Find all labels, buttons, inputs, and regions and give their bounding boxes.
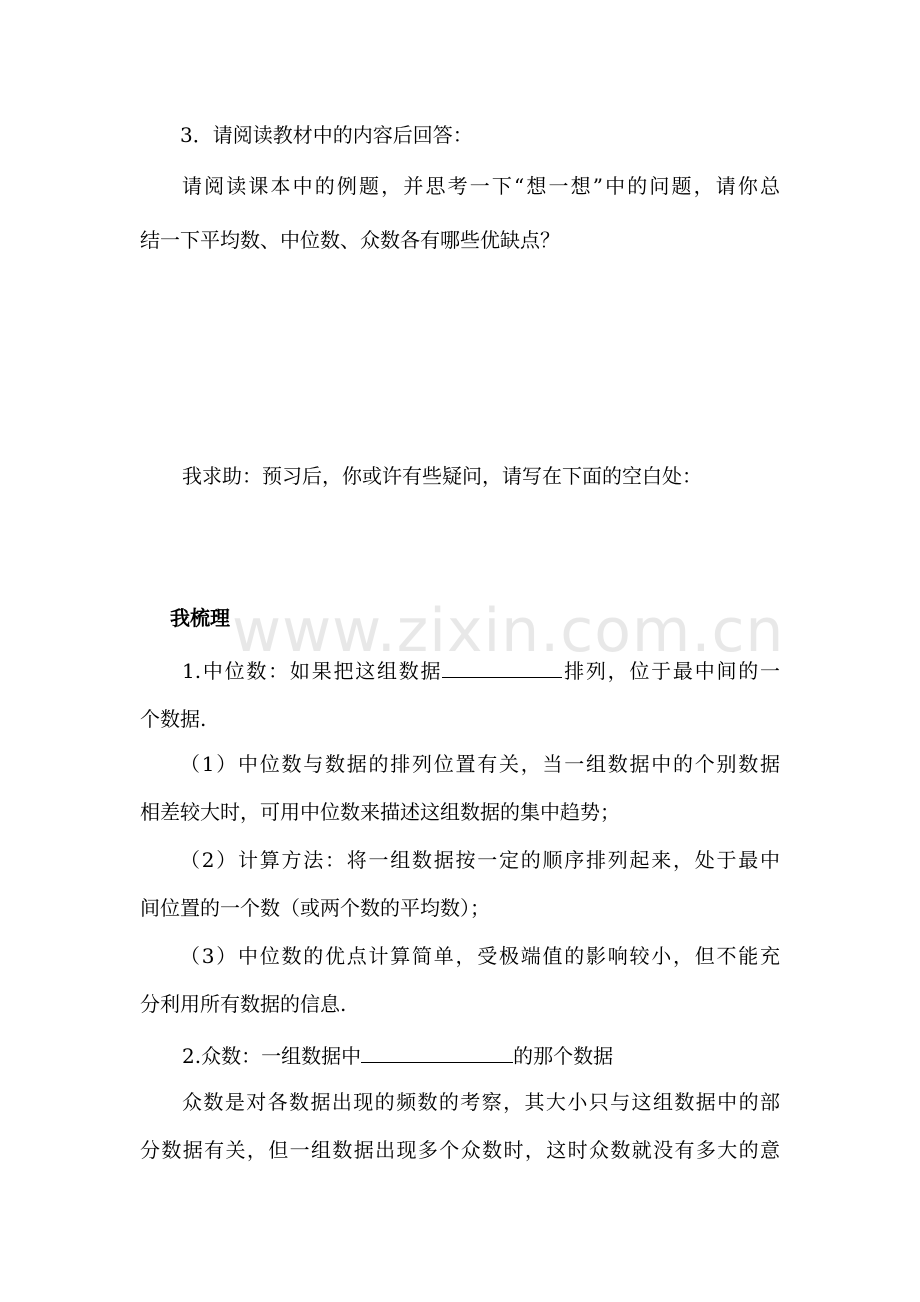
question-3-heading: 3．请阅读教材中的内容后回答：: [180, 123, 473, 147]
mode-paragraph-line-1: 众数是对各数据出现的频数的考察，其大小只与这组数据中的部: [182, 1090, 780, 1114]
median-definition-line-2: 个数据.: [140, 707, 207, 731]
mode-definition-line: [182, 1042, 822, 1068]
mode-fill-blank[interactable]: [361, 1042, 513, 1063]
mode-definition-text: 2.众数：一组数据中: [182, 1044, 362, 1068]
median-definition-line-1: [182, 657, 780, 683]
median-point-2-line-2: 间位置的一个数（或两个数的平均数）；: [140, 896, 490, 920]
mode-paragraph-line-2: 分数据有关，但一组数据出现多个众数时，这时众数就没有多大的意: [140, 1138, 780, 1162]
median-fill-blank[interactable]: [442, 657, 562, 678]
question-3-line-1: 请阅读课本中的例题，并思考一下“想一想”中的问题，请你总: [182, 174, 780, 198]
median-point-2-line-1: （2）计算方法：将一组数据按一定的顺序排列起来，处于最中: [180, 848, 780, 872]
median-definition-text: 1.中位数：如果把这组数据: [182, 659, 443, 683]
median-point-1-line-1: （1）中位数与数据的排列位置有关，当一组数据中的个别数据: [180, 752, 780, 776]
median-definition-text-after: 排列，位于最中间的一: [562, 659, 780, 683]
watermark: www.zixin.com.cn: [232, 596, 785, 666]
median-point-3-line-1: （3）中位数的优点计算简单，受极端值的影响较小，但不能充: [180, 944, 780, 968]
question-3-line-2: 结一下平均数、中位数、众数各有哪些优缺点？: [140, 228, 560, 252]
median-point-3-line-2: 分利用所有数据的信息.: [140, 992, 347, 1016]
mode-definition-text-after: 的那个数据: [513, 1044, 614, 1068]
median-point-1-line-2: 相差较大时，可用中位数来描述这组数据的集中趋势；: [140, 800, 620, 824]
section-title: 我梳理: [170, 606, 230, 630]
help-prompt: 我求助：预习后，你或许有些疑问，请写在下面的空白处：: [182, 464, 702, 488]
